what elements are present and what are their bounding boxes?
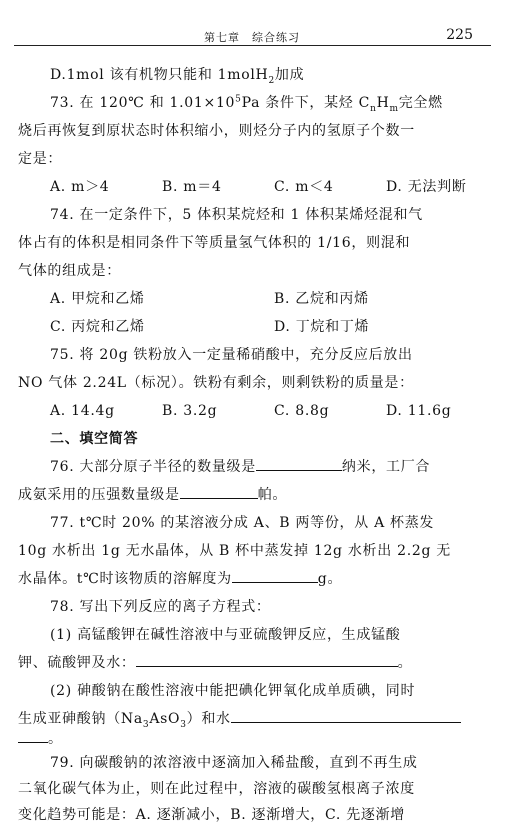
q78-part2-line-1: (2) 砷酸钠在酸性溶液中能把碘化钾氧化成单质碘，同时 <box>50 683 416 699</box>
q74-line-2: 体占有的体积是相同条件下等质量氢气体积的 1/16，则混和 <box>18 235 411 251</box>
q74-line-3: 气体的组成是： <box>18 263 121 279</box>
q73-option-b: B. m＝4 <box>162 179 222 195</box>
q79-line-3: 变化趋势可能是：A. 逐渐减小，B. 逐渐增大，C. 先逐渐增 <box>18 807 406 823</box>
q75-line-2: NO 气体 2.24L（标况）。铁粉有剩余，则剩铁粉的质量是： <box>18 375 414 391</box>
q75-options <box>50 396 490 426</box>
q78-part2-line-3: 。 <box>18 724 63 754</box>
q77-blank[interactable] <box>232 566 318 583</box>
q77-line-2: 10g 水析出 1g 无水晶体，从 B 杯中蒸发掉 12g 水析出 2.2g 无 <box>18 543 451 559</box>
q74-option-b: B. 乙烷和丙烯 <box>274 291 369 307</box>
page-number: 225 <box>446 27 473 43</box>
q74-options-row-1 <box>50 284 490 314</box>
q74-option-d: D. 丁烷和丁烯 <box>274 319 370 335</box>
section-heading: 二、填空简答 <box>50 431 139 447</box>
q75-option-c: C. 8.8g <box>274 403 330 419</box>
q73-option-c: C. m＜4 <box>274 179 334 195</box>
page-header <box>14 27 491 46</box>
q78-part1-line-2: 钾、硫酸钾及水： 。 <box>18 648 412 678</box>
q78-line-1: 78. 写出下列反应的离子方程式： <box>50 599 271 615</box>
q78-blank-1[interactable] <box>136 650 398 667</box>
q73-line-1: 73. 在 120℃ 和 $1.01\times 10^5Pa$ 条件下，某烃 $C_nH_m$完全燃 <box>50 94 443 114</box>
q73-options <box>50 172 490 202</box>
q75-option-a: A. 14.4g <box>50 403 115 419</box>
q76-line-1: 76. 大部分原子半径的数量级是 纳米，工厂合 <box>50 452 430 482</box>
q74-option-c: C. 丙烷和乙烯 <box>50 319 145 335</box>
q76-blank-1[interactable] <box>256 454 342 471</box>
q74-options-row-2 <box>50 312 490 342</box>
q72-option-d: D.1mol 该有机物只能和 1molH$_2$加成 <box>50 67 305 86</box>
q76-line-2: 成氨采用的压强数量级是 帕。 <box>18 480 287 510</box>
q78-blank-2[interactable] <box>231 706 461 723</box>
q73-line-3: 定是： <box>18 151 63 167</box>
q77-line-3: 水晶体。t℃时该物质的溶解度为 g。 <box>18 564 342 594</box>
q75-line-1: 75. 将 20g 铁粉放入一定量稀硝酸中，充分反应后放出 <box>50 347 413 363</box>
chapter-title: 第七章 综合练习 <box>204 31 300 44</box>
q78-part1-line-1: (1) 高锰酸钾在碱性溶液中与亚硫酸钾反应，生成锰酸 <box>50 627 401 643</box>
q75-option-b: B. 3.2g <box>162 403 218 419</box>
q75-option-d: D. 11.6g <box>386 403 452 419</box>
q79-line-1: 79. 向碳酸钠的浓溶液中逐滴加入稀盐酸，直到不再生成 <box>50 755 418 771</box>
q76-blank-2[interactable] <box>180 482 258 499</box>
q77-line-1: 77. t℃时 20% 的某溶液分成 A、B 两等份，从 A 杯蒸发 <box>50 515 435 531</box>
q74-line-1: 74. 在一定条件下，5 体积某烷烃和 1 体积某烯烃混和气 <box>50 207 423 223</box>
q78-blank-2-cont[interactable] <box>18 726 48 743</box>
q78-part2-line-2: 生成亚砷酸钠$(Na_3AsO_3)$和水 <box>18 704 461 734</box>
q74-option-a: A. 甲烷和乙烯 <box>50 291 145 307</box>
q73-option-d: D. 无法判断 <box>386 179 467 195</box>
q73-option-a: A. m＞4 <box>50 179 110 195</box>
q73-line-2: 烧后再恢复到原状态时体积缩小，则烃分子内的氢原子个数一 <box>18 123 415 139</box>
q79-line-2: 二氧化碳气体为止，则在此过程中，溶液的碳酸氢根离子浓度 <box>18 781 415 797</box>
